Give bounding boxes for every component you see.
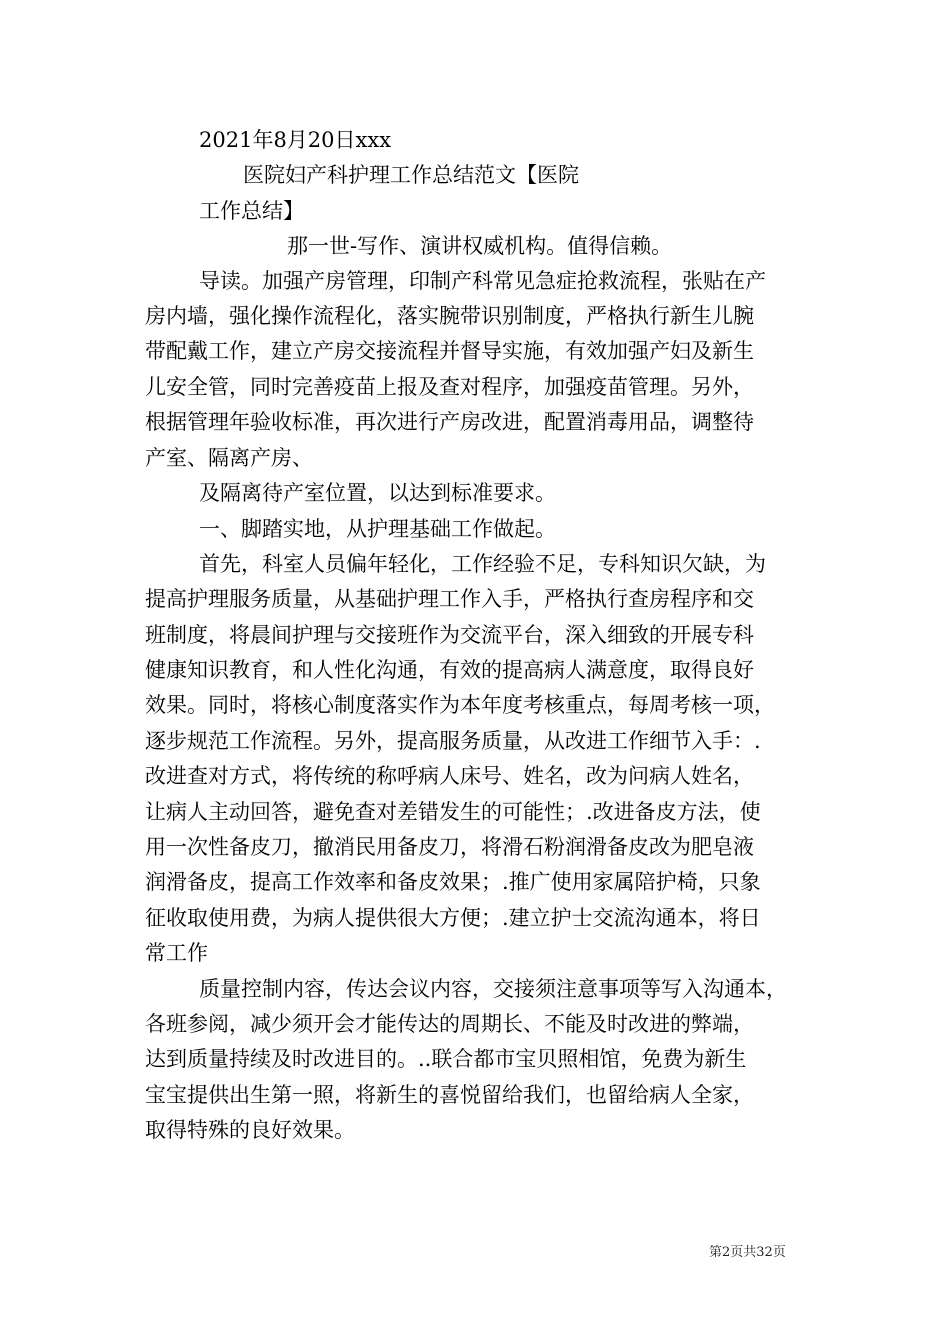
body-line: 常工作 xyxy=(145,941,208,965)
body-line: 带配戴工作，建立产房交接流程并督导实施，有效加强产妇及新生 xyxy=(145,339,754,363)
body-line: 提高护理服务质量，从基础护理工作入手，严格执行查房程序和交 xyxy=(145,587,754,611)
body-line: 根据管理年验收标准，再次进行产房改进，配置消毒用品，调整待 xyxy=(145,410,754,434)
body-line: 房内墙，强化操作流程化，落实腕带识别制度，严格执行新生儿腕 xyxy=(145,304,754,328)
body-line: 逐步规范工作流程。另外，提高服务质量，从改进工作细节入手：. xyxy=(145,729,761,753)
body-line: 健康知识教育，和人性化沟通，有效的提高病人满意度，取得良好 xyxy=(145,658,754,682)
body-line: 班制度，将晨间护理与交接班作为交流平台，深入细致的开展专科 xyxy=(145,623,754,647)
body-line: 润滑备皮，提高工作效率和备皮效果；.推广使用家属陪护椅，只象 xyxy=(145,870,761,894)
body-line: 征收取使用费，为病人提供很大方便；.建立护士交流沟通本，将日 xyxy=(145,906,761,930)
title-line-1: 医院妇产科护理工作总结范文【医院 xyxy=(243,163,579,187)
body-line: 首先，科室人员偏年轻化，工作经验不足，专科知识欠缺，为 xyxy=(199,552,766,576)
page-indicator: 第2页共32页 xyxy=(709,1245,786,1260)
body-line: 儿安全管，同时完善疫苗上报及查对程序，加强疫苗管理。另外， xyxy=(145,375,754,399)
body-line: 达到质量持续及时改进目的。..联合都市宝贝照相馆，免费为新生 xyxy=(145,1047,747,1071)
title-line-2: 工作总结】 xyxy=(199,199,304,223)
body-line: 让病人主动回答，避免查对差错发生的可能性；.改进备皮方法，使 xyxy=(145,800,761,824)
body-line: 产室、隔离产房、 xyxy=(145,446,313,470)
body-line: 用一次性备皮刀，撤消民用备皮刀，将滑石粉润滑备皮改为肥皂液 xyxy=(145,835,754,859)
body-line: 宝宝提供出生第一照，将新生的喜悦留给我们，也留给病人全家， xyxy=(145,1083,754,1107)
date-line: 2021年8月20日xxx xyxy=(199,128,392,152)
body-line: 及隔离待产室位置，以达到标准要求。 xyxy=(199,481,556,505)
body-line: 各班参阅，减少须开会才能传达的周期长、不能及时改进的弊端， xyxy=(145,1012,754,1036)
body-line: 导读。加强产房管理，印制产科常见急症抢救流程，张贴在产 xyxy=(199,269,766,293)
body-line: 质量控制内容，传达会议内容，交接须注意事项等写入沟通本， xyxy=(199,977,787,1001)
body-line: 改进查对方式，将传统的称呼病人床号、姓名，改为问病人姓名， xyxy=(145,764,754,788)
body-line: 效果。同时，将核心制度落实作为本年度考核重点，每周考核一项， xyxy=(145,693,775,717)
section-heading: 一、脚踏实地，从护理基础工作做起。 xyxy=(199,517,556,541)
body-line: 取得特殊的良好效果。 xyxy=(145,1118,355,1142)
subtitle: 那一世-写作、演讲权威机构。值得信赖。 xyxy=(287,234,673,258)
